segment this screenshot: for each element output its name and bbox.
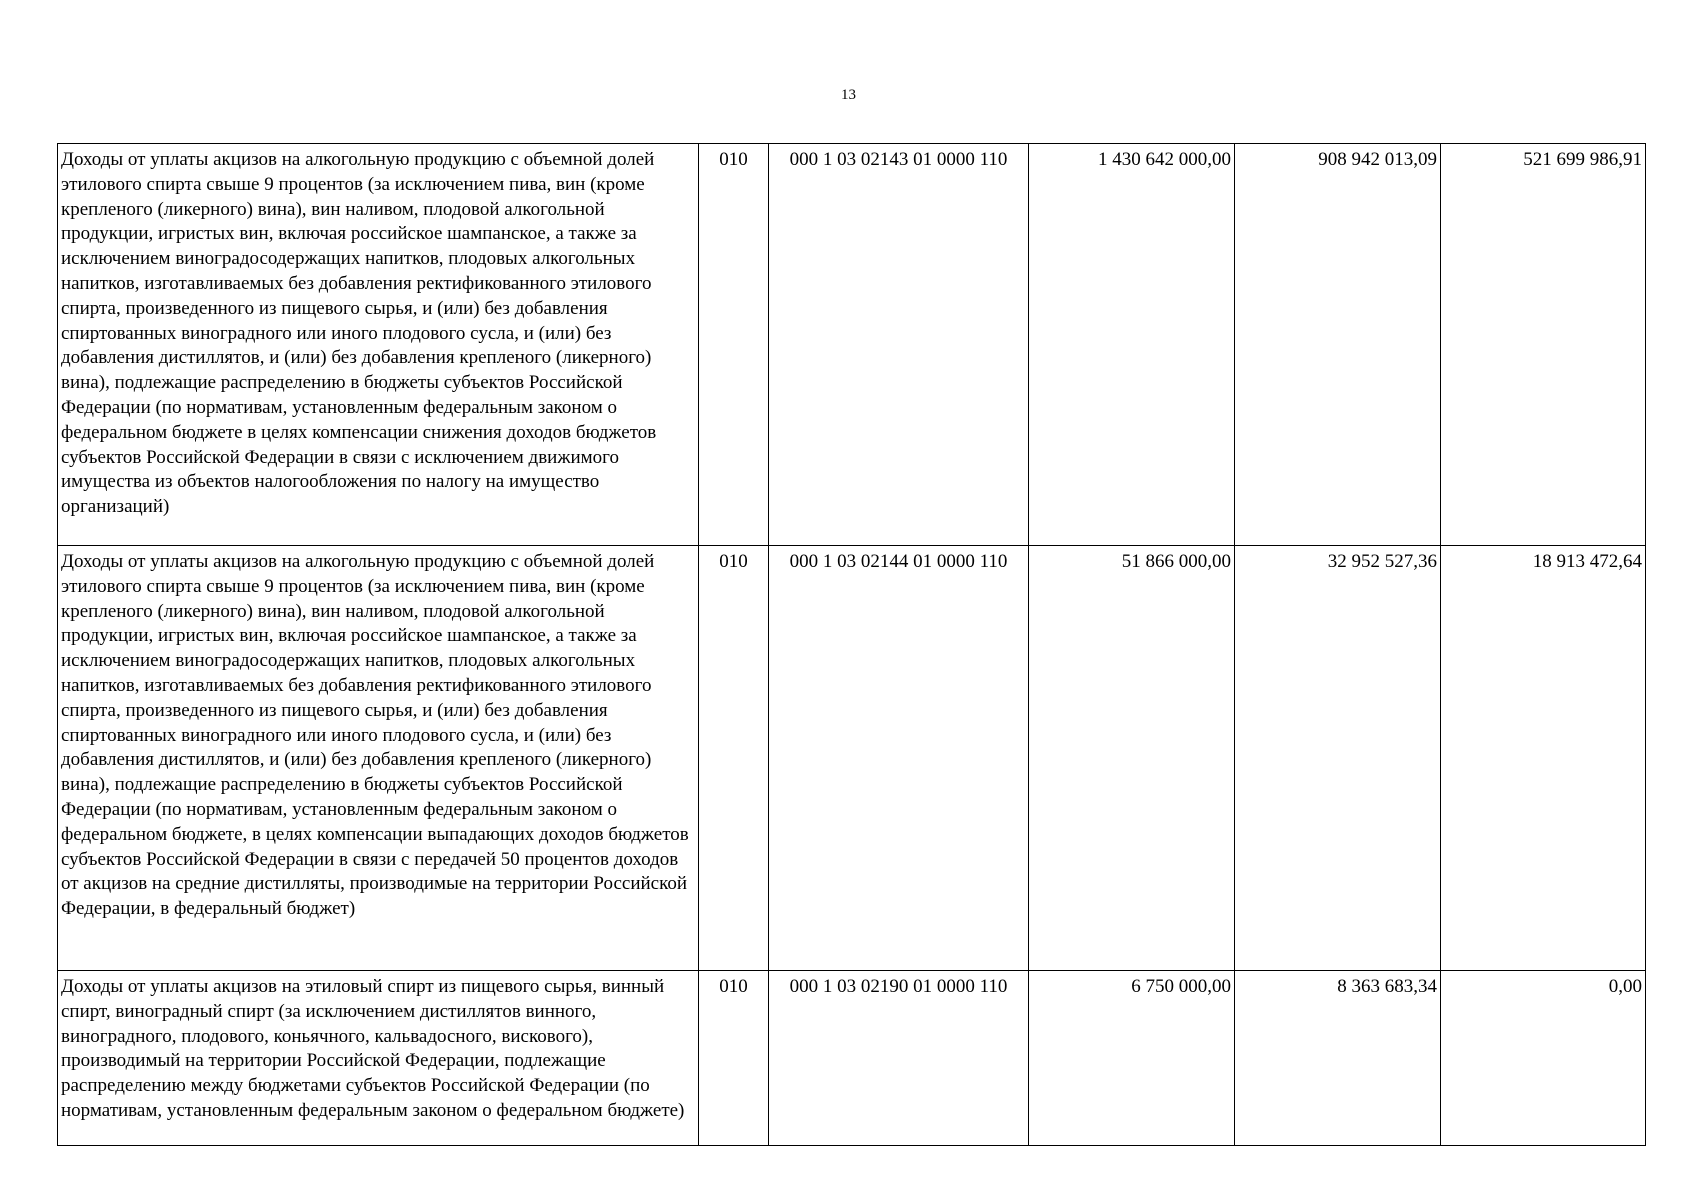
- revenue-description-cell: Доходы от уплаты акцизов на алкогольную продукцию с объемной долей этилового спирта свыше 9 процентов (за исключением пива, вин (кроме крепленого (ликерного) вина), вин наливом, плодовой алкогольной продукции, игристых вин, включая российское шампанское, а также за исключением виноградосодержащих напитков, плодовых алкогольных напитков, изготавливаемых без добавления ректификованного этилового спирта, произведенного из пищевого сырья, и (или) без добавления спиртованных виноградного или иного плодового сусла, и (или) без добавления дистиллятов, и (или) без добавления крепленого (ликерного) вина), подлежащие распределению в бюджеты субъектов Российской Федерации (по нормативам, установленным федеральным законом о федеральном бюджете в целях компенсации снижения доходов бюджетов субъектов Российской Федерации в связи с исключением движимого имущества из объектов налогообложения по налогу на имущество организаций): [58, 144, 699, 546]
- executed-amount-cell: 32 952 527,36: [1235, 546, 1441, 971]
- revenue-table: [57, 143, 1646, 1146]
- approved-amount-cell: 1 430 642 000,00: [1029, 144, 1235, 546]
- approved-amount-cell: 6 750 000,00: [1029, 971, 1235, 1146]
- table-row: [58, 144, 1646, 546]
- executed-amount-cell: 8 363 683,34: [1235, 971, 1441, 1146]
- revenue-description-cell: Доходы от уплаты акцизов на алкогольную продукцию с объемной долей этилового спирта свыше 9 процентов (за исключением пива, вин (кроме крепленого (ликерного) вина), вин наливом, плодовой алкогольной продукции, игристых вин, включая российское шампанское, а также за исключением виноградосодержащих напитков, плодовых алкогольных напитков, изготавливаемых без добавления ректификованного этилового спирта, произведенного из пищевого сырья, и (или) без добавления спиртованных виноградного или иного плодового сусла, и (или) без добавления дистиллятов, и (или) без добавления крепленого (ликерного) вина), подлежащие распределению в бюджеты субъектов Российской Федерации (по нормативам, установленным федеральным законом о федеральном бюджете, в целях компенсации выпадающих доходов бюджетов субъектов Российской Федерации в связи с передачей 50 процентов доходов от акцизов на средние дистилляты, производимые на территории Российской Федерации, в федеральный бюджет): [58, 546, 699, 971]
- admin-code-cell: 010: [699, 971, 769, 1146]
- executed-amount-cell: 908 942 013,09: [1235, 144, 1441, 546]
- kbk-code-cell: 000 1 03 02190 01 0000 110: [769, 971, 1029, 1146]
- remaining-amount-cell: 18 913 472,64: [1441, 546, 1646, 971]
- table-row: [58, 971, 1646, 1146]
- table-row: [58, 546, 1646, 971]
- admin-code-cell: 010: [699, 546, 769, 971]
- page-number: 13: [841, 87, 856, 103]
- approved-amount-cell: 51 866 000,00: [1029, 546, 1235, 971]
- kbk-code-cell: 000 1 03 02143 01 0000 110: [769, 144, 1029, 546]
- remaining-amount-cell: 0,00: [1441, 971, 1646, 1146]
- kbk-code-cell: 000 1 03 02144 01 0000 110: [769, 546, 1029, 971]
- remaining-amount-cell: 521 699 986,91: [1441, 144, 1646, 546]
- admin-code-cell: 010: [699, 144, 769, 546]
- revenue-description-cell: Доходы от уплаты акцизов на этиловый спирт из пищевого сырья, винный спирт, виноградный спирт (за исключением дистиллятов винного, виноградного, плодового, коньячного, кальвадосного, вискового), производимый на территории Российской Федерации, подлежащие распределению между бюджетами субъектов Российской Федерации (по нормативам, установленным федеральным законом о федеральном бюджете): [58, 971, 699, 1146]
